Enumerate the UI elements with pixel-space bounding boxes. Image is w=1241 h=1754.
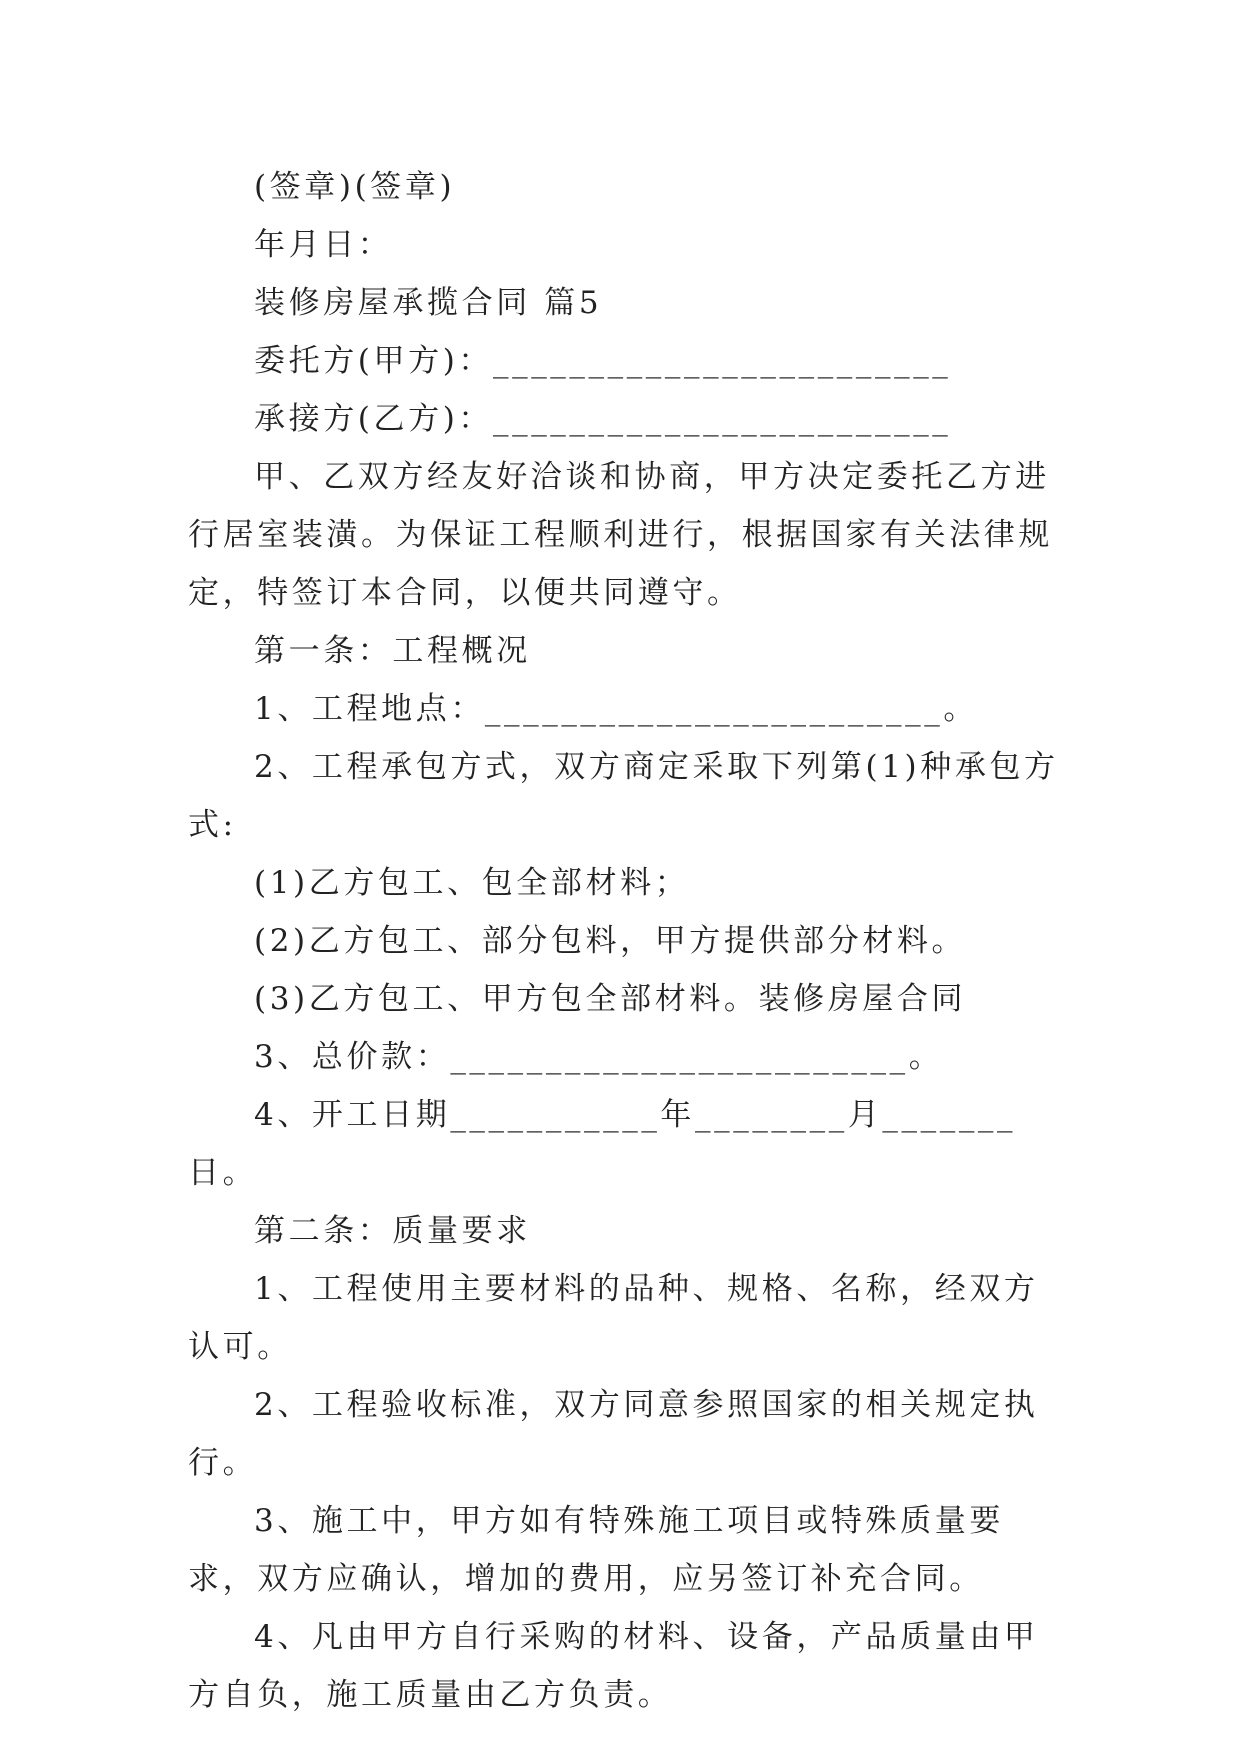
clause-item: 3、施工中，甲方如有特殊施工项目或特殊质量要求，双方应确认，增加的费用，应另签订补充合同。	[188, 1503, 1004, 1597]
document-body	[188, 158, 1068, 1724]
intro-paragraph: 甲、乙双方经友好洽谈和协商，甲方决定委托乙方进行居室装潢。为保证工程顺利进行，根据国家有关法律规定，特签订本合同，以便共同遵守。	[188, 459, 1053, 611]
clause-item: 2、工程验收标准，双方同意参照国家的相关规定执行。	[188, 1387, 1039, 1481]
clause-item: 4、凡由甲方自行采购的材料、设备，产品质量由甲方自负，施工质量由乙方负责。	[188, 1619, 1039, 1713]
clause-item: 1、工程使用主要材料的品种、规格、名称，经双方认可。	[188, 1271, 1039, 1365]
party-a-line: 委托方(甲方)：________________________	[254, 343, 952, 379]
clause-item: 2、工程承包方式，双方商定采取下列第(1)种承包方式:	[188, 749, 1059, 843]
clause-subitem: (3)乙方包工、甲方包全部材料。装修房屋合同	[254, 981, 967, 1017]
clause-subitem: (1)乙方包工、包全部材料；	[254, 865, 690, 901]
clause-item: 3、总价款：________________________。	[254, 1039, 944, 1075]
clause-item: 4、开工日期___________年________月_______日。	[188, 1097, 1017, 1191]
clause-subitem: (2)乙方包工、部分包料，甲方提供部分材料。	[254, 923, 967, 959]
clause-item: 1、工程地点：________________________。	[254, 691, 978, 727]
article-heading: 第一条：工程概况	[254, 633, 531, 669]
article-heading: 第二条：质量要求	[254, 1213, 531, 1249]
contract-heading: 装修房屋承揽合同 篇5	[254, 285, 603, 321]
signature-line: (签章)(签章)	[254, 169, 456, 205]
date-line: 年月日：	[254, 227, 393, 263]
party-b-line: 承接方(乙方)：________________________	[254, 401, 952, 437]
